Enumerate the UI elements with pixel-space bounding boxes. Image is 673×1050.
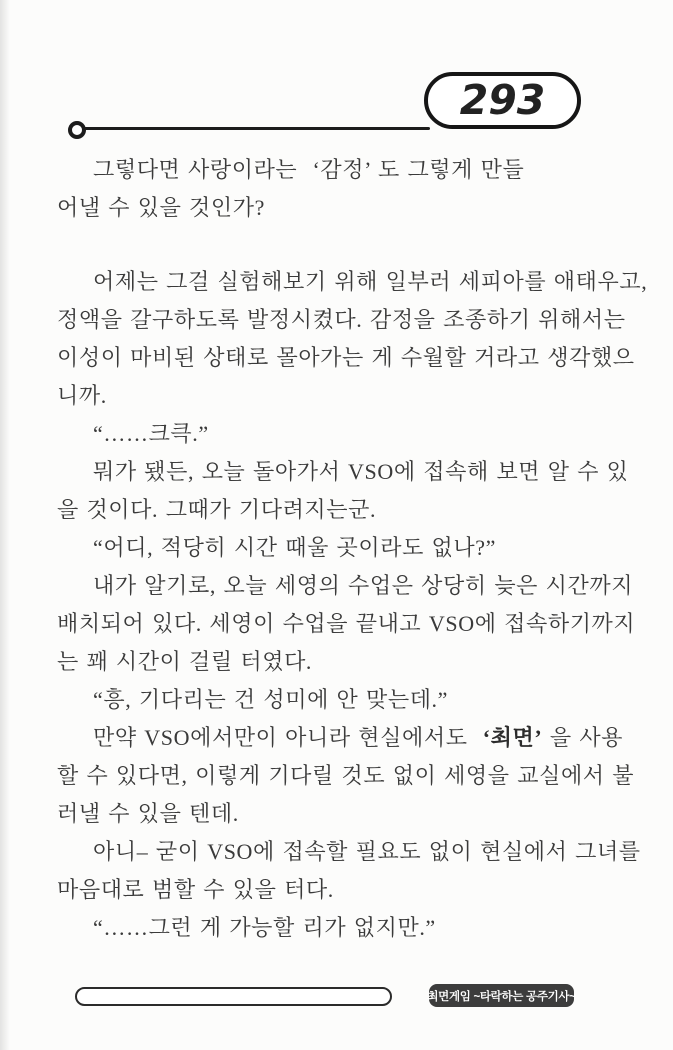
page-number-badge — [424, 72, 581, 129]
text-line: 이성이 마비된 상태로 몰아가는 게 수월할 거라고 생각했으 — [57, 345, 635, 370]
text-line: 어낼 수 있을 것인가? — [57, 195, 265, 220]
text-line: 어제는 그걸 실험해보기 위해 일부러 세피아를 애태우고, — [93, 269, 648, 294]
text-line: 만약 VSO에서만이 아니라 현실에서도 ‘최면’ 을 사용 — [93, 725, 624, 750]
text-line: 내가 알기로, 오늘 세영의 수업은 상당히 늦은 시간까지 — [93, 573, 634, 598]
text-line: 마음대로 범할 수 있을 터다. — [57, 877, 334, 902]
text-line: 뭐가 됐든, 오늘 돌아가서 VSO에 접속해 보면 알 수 있 — [93, 459, 629, 484]
book-title-badge — [429, 984, 574, 1007]
text-line: “……크큭.” — [93, 421, 209, 446]
text-line: 러낼 수 있을 텐데. — [57, 801, 239, 826]
paragraph-gap — [57, 227, 617, 263]
book-title: 최면게임 ~타락하는 공주기사~ — [427, 990, 576, 1003]
page-number: 293 — [459, 75, 546, 124]
text-line: “어디, 적당히 시간 때울 곳이라도 없나?” — [93, 535, 496, 560]
text-line: 을 것이다. 그때가 기다려지는군. — [57, 497, 377, 522]
footer-rule — [75, 987, 392, 1006]
text-line: 아니– 굳이 VSO에 접속할 필요도 없이 현실에서 그녀를 — [93, 839, 641, 864]
text-line: 배치되어 있다. 세영이 수업을 끝내고 VSO에 접속하기까지 — [57, 611, 636, 636]
text-line: “……그런 게 가능할 리가 없지만.” — [93, 915, 436, 940]
text-line: 정액을 갈구하도록 발정시켰다. 감정을 조종하기 위해서는 — [57, 307, 626, 332]
text-line: 그렇다면 사랑이라는 ‘감정’ 도 그렇게 만들 — [93, 157, 525, 182]
scan-edge-shadow — [0, 0, 10, 1050]
text-line: 는 꽤 시간이 걸릴 터였다. — [57, 649, 313, 674]
text-line: “흥, 기다리는 건 성미에 안 맞는데.” — [93, 687, 449, 712]
header-rule — [84, 127, 430, 130]
body-text — [57, 151, 648, 947]
header-rule-ring — [68, 121, 86, 139]
text-line: 니까. — [57, 383, 107, 408]
text-line: 할 수 있다면, 이렇게 기다릴 것도 없이 세영을 교실에서 불 — [57, 763, 635, 788]
